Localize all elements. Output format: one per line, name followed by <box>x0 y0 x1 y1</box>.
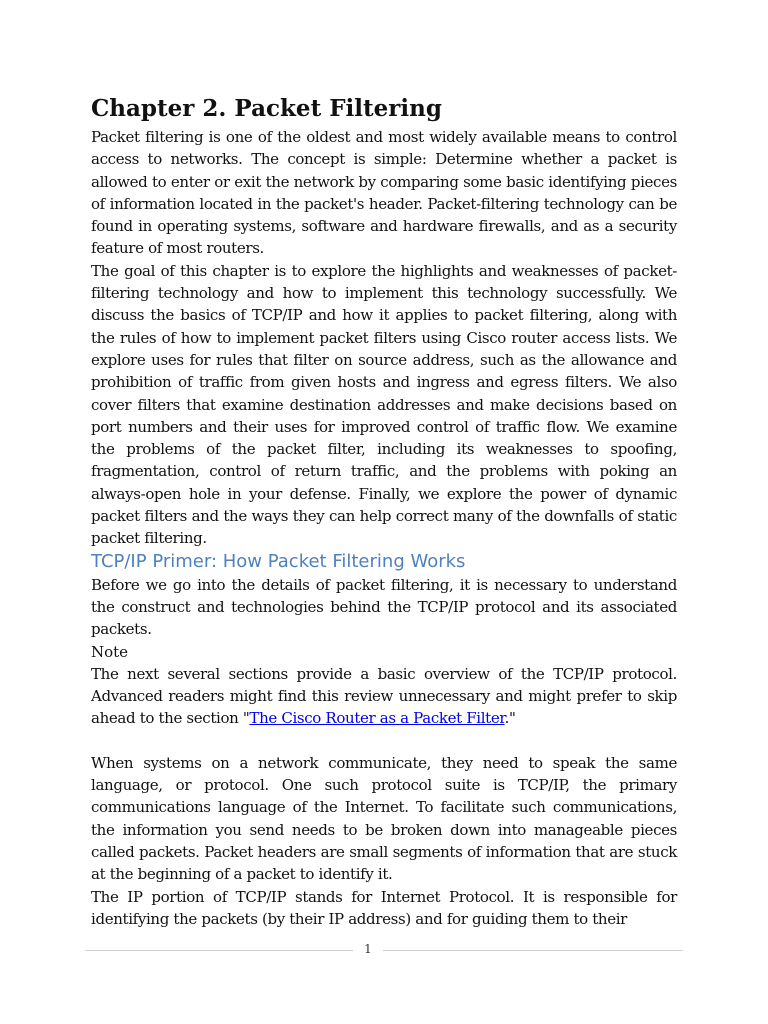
body-paragraph: The IP portion of TCP/IP stands for Internet Protocol. It is responsible for identifying the packets (by their IP address) and for guiding them to their <box>91 887 677 928</box>
section-link[interactable]: The Cisco Router as a Packet Filter <box>249 709 505 728</box>
page-content <box>91 92 677 930</box>
section-intro-paragraph: Before we go into the details of packet filtering, it is necessary to understand the construct and technologies behind the TCP/IP protocol and its associated packets. <box>91 575 677 639</box>
page-footer <box>85 940 683 962</box>
chapter-title: Chapter 2. Packet Filtering <box>91 95 442 122</box>
intro-paragraph: Packet filtering is one of the oldest and most widely available means to control access to networks. The concept is simple: Determine whether a packet is allowed to enter or exit the network by comparing some basic identifying pieces of information located in the packet's header. Packet-filtering technology can be found in operating systems, software and hardware firewalls, and as a security feature of most routers. <box>91 128 677 258</box>
note-label: Note <box>91 642 129 661</box>
intro-paragraph: The goal of this chapter is to explore the highlights and weaknesses of packet-filtering technology and how to implement this technology successfully. We discuss the basics of TCP/IP and how it applies to packet filtering, along with the rules of how to implement packet filters using Cisco router access lists. We explore uses for rules that filter on source address, such as the allowance and prohibition of traffic from given hosts and ingress and egress filters. We also cover filters that examine destination addresses and make decisions based on port numbers and their uses for improved control of traffic flow. We examine the problems of the packet filter, including its weaknesses to spoofing, fragmentation, control of return traffic, and the problems with poking an always-open hole in your defense. Finally, we explore the power of dynamic packet filters and the ways they can help correct many of the downfalls of static packet filtering. <box>91 261 677 548</box>
footer-rule <box>85 950 353 951</box>
page-number: 1 <box>364 942 372 956</box>
section-heading: TCP/IP Primer: How Packet Filtering Works <box>91 550 466 572</box>
paragraph-spacer <box>91 730 677 752</box>
note-text: The next several sections provide a basic overview of the TCP/IP protocol. Advanced readers might find this review unnecessary and might prefer to skip ahead to the section " <box>91 664 677 728</box>
body-paragraph: When systems on a network communicate, they need to speak the same language, or protocol. One such protocol suite is TCP/IP, the primary communications language of the Internet. To facilitate such communications, the information you send needs to be broken down into manageable pieces called packets. Packet headers are small segments of information that are stuck at the beginning of a packet to identify it. <box>91 753 677 884</box>
note-text-end: ." <box>504 709 516 728</box>
note-paragraph <box>91 663 677 730</box>
footer-rule <box>383 950 683 951</box>
